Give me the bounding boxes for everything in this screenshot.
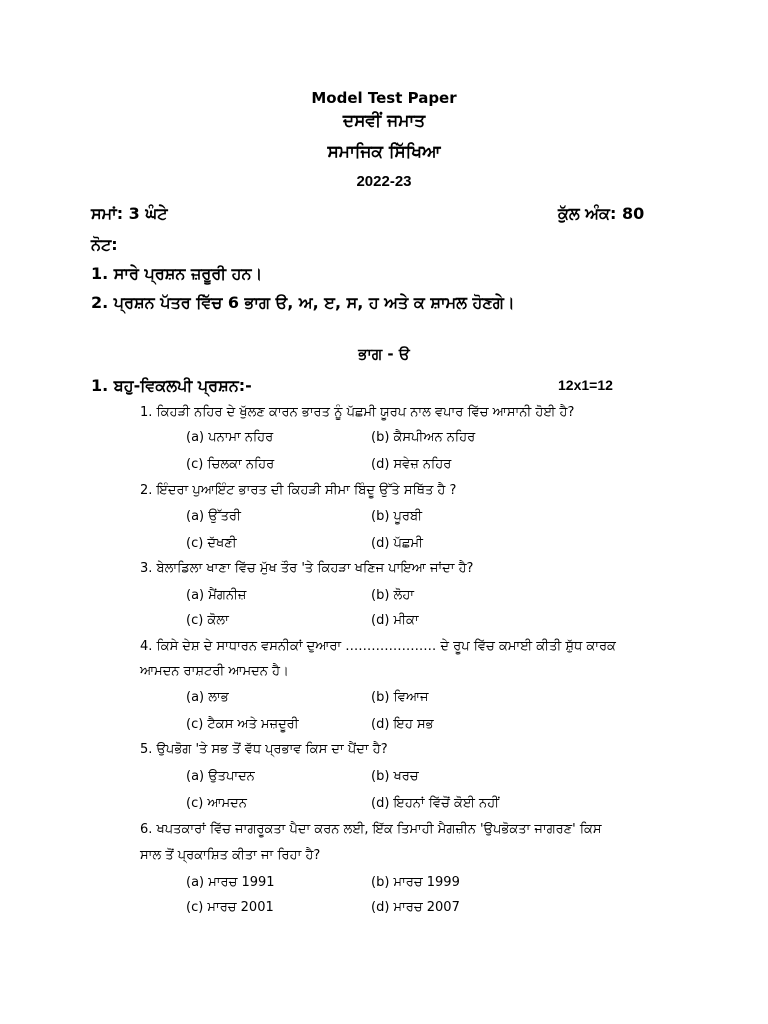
- paper-title: Model Test Paper: [311, 89, 457, 107]
- q3-option-d: (d) ਮੀਕਾ: [371, 613, 419, 628]
- q1-option-c: (c) ਚਿਲਕਾ ਨਹਿਰ: [186, 457, 275, 472]
- note-item-2: 2. ਪ੍ਰਸ਼ਨ ਪੱਤਰ ਵਿੱਚ 6 ਭਾਗ ੳ, ਅ, ੲ, ਸ, ਹ ਅਤੇ ਕ ਸ਼ਾਮਲ ਹੋਣਗੇ।: [91, 293, 515, 312]
- class-name: ਦਸਵੀਂ ਜਮਾਤ: [342, 111, 426, 131]
- mcq-marks: 12x1=12: [558, 377, 613, 393]
- section-heading: ਭਾਗ - ੳ: [358, 345, 410, 363]
- q2-option-c: (c) ਦੱਖਣੀ: [186, 536, 237, 551]
- question-4-continued: ਆਮਦਨ ਰਾਸ਼ਟਰੀ ਆਮਦਨ ਹੈ।: [140, 664, 289, 679]
- q6-option-a: (a) ਮਾਰਚ 1991: [186, 875, 275, 890]
- note-item-1: 1. ਸਾਰੇ ਪ੍ਰਸ਼ਨ ਜ਼ਰੂਰੀ ਹਨ।: [91, 264, 263, 283]
- q5-option-a: (a) ਉਤਪਾਦਨ: [186, 769, 255, 784]
- question-1: 1. ਕਿਹੜੀ ਨਹਿਰ ਦੇ ਖੁੱਲਣ ਕਾਰਨ ਭਾਰਤ ਨੂੰ ਪੱਛਮੀ ਯੂਰਪ ਨਾਲ ਵਪਾਰ ਵਿੱਚ ਆਸਾਨੀ ਹੋਈ ਹੈ?: [140, 405, 575, 420]
- subject-name: ਸਮਾਜਿਕ ਸਿੱਖਿਆ: [327, 142, 441, 162]
- question-4: 4. ਕਿਸੇ ਦੇਸ਼ ਦੇ ਸਾਧਾਰਨ ਵਸਨੀਕਾਂ ਦੁਆਰਾ ………………… ਦੇ ਰੂਪ ਵਿੱਚ ਕਮਾਈ ਕੀਤੀ ਸ਼ੁੱਧ ਕਾਰਕ: [140, 639, 616, 654]
- note-label: ਨੋਟ:: [91, 235, 118, 254]
- time-allowed: ਸਮਾਂ: 3 ਘੰਟੇ: [91, 204, 168, 223]
- q1-option-a: (a) ਪਨਾਮਾ ਨਹਿਰ: [186, 430, 274, 445]
- q3-option-a: (a) ਮੈਂਗਨੀਜ਼: [186, 588, 247, 603]
- q4-option-c: (c) ਟੈਕਸ ਅਤੇ ਮਜ਼ਦੂਰੀ: [186, 717, 299, 732]
- q6-option-c: (c) ਮਾਰਚ 2001: [186, 900, 274, 915]
- q3-option-c: (c) ਕੋਲਾ: [186, 613, 229, 628]
- q6-option-b: (b) ਮਾਰਚ 1999: [371, 875, 460, 890]
- session-year: 2022-23: [356, 173, 412, 190]
- q4-option-d: (d) ਇਹ ਸਭ: [371, 717, 434, 732]
- q6-option-d: (d) ਮਾਰਚ 2007: [371, 900, 460, 915]
- mcq-title: 1. ਬਹੁ-ਵਿਕਲਪੀ ਪ੍ਰਸ਼ਨ:-: [91, 376, 252, 395]
- q1-option-d: (d) ਸਵੇਜ਼ ਨਹਿਰ: [371, 457, 452, 472]
- q5-option-d: (d) ਇਹਨਾਂ ਵਿੱਚੋਂ ਕੋਈ ਨਹੀਂ: [371, 796, 500, 811]
- q2-option-b: (b) ਪੂਰਬੀ: [371, 509, 422, 524]
- q5-option-b: (b) ਖਰਚ: [371, 769, 419, 784]
- q3-option-b: (b) ਲੋਹਾ: [371, 588, 415, 603]
- q5-option-c: (c) ਆਮਦਨ: [186, 796, 247, 811]
- question-5: 5. ਉਪਭੋਗ 'ਤੇ ਸਭ ਤੋਂ ਵੱਧ ਪ੍ਰਭਾਵ ਕਿਸ ਦਾ ਪੈਂਦਾ ਹੈ?: [140, 742, 388, 757]
- total-marks: ਕੁੱਲ ਅੰਕ: 80: [558, 204, 645, 223]
- question-3: 3. ਬੇਲਾਡਿਲਾ ਖਾਣਾ ਵਿੱਚ ਮੁੱਖ ਤੌਰ 'ਤੇ ਕਿਹੜਾ ਖਣਿਜ ਪਾਇਆ ਜਾਂਦਾ ਹੈ?: [140, 561, 474, 576]
- question-6-continued: ਸਾਲ ਤੋਂ ਪ੍ਰਕਾਸ਼ਿਤ ਕੀਤਾ ਜਾ ਰਿਹਾ ਹੈ?: [140, 848, 321, 863]
- question-6: 6. ਖਪਤਕਾਰਾਂ ਵਿੱਚ ਜਾਗਰੂਕਤਾ ਪੈਦਾ ਕਰਨ ਲਈ, ਇੱਕ ਤਿਮਾਹੀ ਮੈਗਜ਼ੀਨ 'ਉਪਭੋਕਤਾ ਜਾਗਰਣ' ਕਿਸ: [140, 822, 602, 837]
- q4-option-b: (b) ਵਿਆਜ: [371, 690, 429, 705]
- q1-option-b: (b) ਕੈਸਪੀਅਨ ਨਹਿਰ: [371, 430, 476, 445]
- q2-option-a: (a) ਉੱਤਰੀ: [186, 509, 241, 524]
- q4-option-a: (a) ਲਾਭ: [186, 690, 229, 705]
- q2-option-d: (d) ਪੱਛਮੀ: [371, 536, 423, 551]
- question-2: 2. ਇੰਦਰਾ ਪੁਆਇੰਟ ਭਾਰਤ ਦੀ ਕਿਹੜੀ ਸੀਮਾ ਬਿੰਦੂ ਉੱਤੇ ਸਥਿੱਤ ਹੈ ?: [140, 483, 457, 498]
